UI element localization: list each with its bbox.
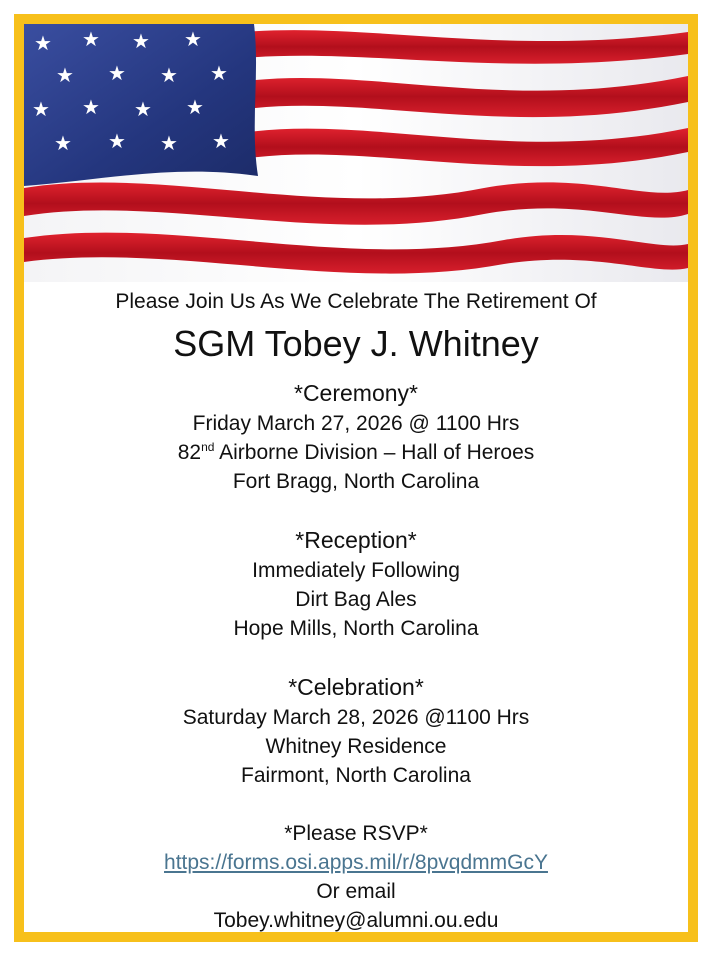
celebration-venue: Whitney Residence bbox=[265, 735, 447, 758]
svg-text:★: ★ bbox=[108, 61, 126, 85]
spacer bbox=[24, 496, 688, 525]
svg-text:★: ★ bbox=[82, 27, 100, 51]
reception-location: Hope Mills, North Carolina bbox=[233, 617, 479, 640]
svg-text:★: ★ bbox=[34, 31, 52, 55]
svg-text:★: ★ bbox=[108, 129, 126, 153]
celebration-heading: *Celebration* bbox=[288, 674, 424, 700]
svg-text:★: ★ bbox=[212, 129, 230, 153]
spacer bbox=[24, 790, 688, 819]
reception-time: Immediately Following bbox=[252, 559, 460, 582]
svg-text:★: ★ bbox=[32, 97, 50, 121]
rsvp-or-email: Or email bbox=[316, 880, 396, 903]
rsvp-link[interactable]: https://forms.osi.apps.mil/r/8pvqdmmGcY bbox=[164, 851, 548, 874]
ceremony-unit-name: Airborne Division – Hall of Heroes bbox=[214, 441, 535, 464]
svg-text:★: ★ bbox=[160, 131, 178, 155]
reception-heading: *Reception* bbox=[295, 527, 417, 553]
invitation-text bbox=[24, 286, 688, 935]
ceremony-venue bbox=[24, 438, 688, 467]
svg-text:★: ★ bbox=[160, 63, 178, 87]
svg-text:★: ★ bbox=[184, 27, 202, 51]
rsvp-email: Tobey.whitney@alumni.ou.edu bbox=[213, 909, 499, 932]
ceremony-date: Friday March 27, 2026 @ 1100 Hrs bbox=[192, 412, 520, 435]
ceremony-unit-ordinal: nd bbox=[201, 440, 215, 454]
celebration-location: Fairmont, North Carolina bbox=[241, 764, 471, 787]
svg-text:★: ★ bbox=[186, 95, 204, 119]
ceremony-location: Fort Bragg, North Carolina bbox=[232, 470, 480, 493]
american-flag-image bbox=[24, 24, 688, 282]
rsvp-heading: *Please RSVP* bbox=[284, 822, 428, 845]
spacer bbox=[24, 643, 688, 672]
svg-text:★: ★ bbox=[82, 95, 100, 119]
svg-text:★: ★ bbox=[54, 131, 72, 155]
svg-text:★: ★ bbox=[132, 29, 150, 53]
intro-text: Please Join Us As We Celebrate The Retirement Of bbox=[115, 290, 597, 313]
svg-text:★: ★ bbox=[210, 61, 228, 85]
reception-venue: Dirt Bag Ales bbox=[295, 588, 417, 611]
ceremony-heading: *Ceremony* bbox=[294, 380, 418, 406]
ceremony-unit-number: 82 bbox=[177, 441, 202, 464]
honoree-name: SGM Tobey J. Whitney bbox=[173, 323, 539, 364]
svg-text:★: ★ bbox=[56, 63, 74, 87]
celebration-date: Saturday March 28, 2026 @1100 Hrs bbox=[182, 706, 530, 729]
invitation-card bbox=[14, 14, 698, 942]
svg-text:★: ★ bbox=[134, 97, 152, 121]
